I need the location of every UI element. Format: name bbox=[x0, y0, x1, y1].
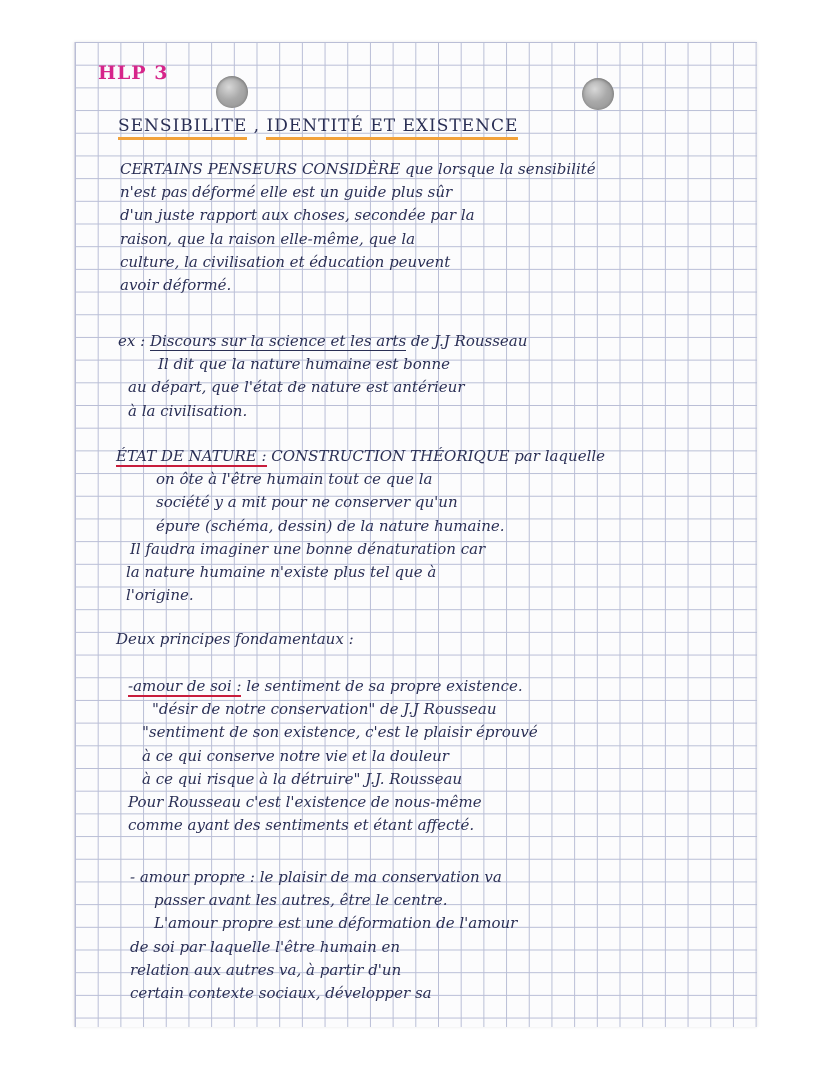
definition-line: Il faudra imaginer une bonne dénaturation car bbox=[130, 539, 486, 558]
principles-heading-block bbox=[116, 628, 354, 651]
punch-hole-right bbox=[582, 78, 614, 110]
intro-line: raison, que la raison elle-même, que la bbox=[120, 229, 416, 248]
intro-line: d'un juste rapport aux choses, secondée par la bbox=[120, 206, 475, 225]
amour-de-soi-paragraph bbox=[128, 675, 538, 837]
definition-line: on ôte à l'être humain tout ce que la bbox=[156, 470, 433, 489]
intro-line: culture, la civilisation et éducation peuvent bbox=[120, 252, 451, 271]
definition-line: la nature humaine n'existe plus tel que à bbox=[126, 562, 437, 581]
subject-label: HLP 3 bbox=[98, 62, 169, 84]
amour-propre-line: certain contexte sociaux, développer sa bbox=[130, 983, 432, 1002]
example-work-title: Discours sur la science et les arts bbox=[149, 332, 407, 350]
amour-de-soi-line: Pour Rousseau c'est l'existence de nous-même bbox=[128, 792, 482, 811]
amour-de-soi-first: le sentiment de sa propre existence. bbox=[241, 677, 523, 695]
amour-propre-heading-line bbox=[130, 866, 517, 889]
intro-paragraph bbox=[120, 158, 596, 297]
punch-hole-left bbox=[216, 76, 248, 108]
intro-line: CERTAINS PENSEURS CONSIDÈRE que lorsque la sensibilité bbox=[120, 160, 596, 178]
example-heading-line bbox=[118, 330, 527, 353]
title-separator: , bbox=[247, 116, 267, 136]
example-prefix: ex : bbox=[118, 332, 146, 350]
principles-heading: Deux principes fondamentaux : bbox=[116, 630, 354, 648]
amour-propre-paragraph bbox=[130, 866, 517, 1005]
title-part-1: SENSIBILITE bbox=[118, 116, 247, 140]
example-paragraph bbox=[118, 330, 527, 423]
amour-propre-line: passer avant les autres, être le centre. bbox=[154, 891, 448, 910]
page-title bbox=[118, 116, 518, 136]
amour-de-soi-line: "désir de notre conservation" de J.J Rousseau bbox=[152, 700, 497, 719]
amour-de-soi-line: "sentiment de son existence, c'est le plaisir éprouvé bbox=[142, 723, 538, 742]
example-line: à la civilisation. bbox=[128, 401, 248, 420]
amour-de-soi-heading-line bbox=[128, 675, 538, 698]
amour-propre-first: le plaisir de ma conservation va bbox=[254, 868, 502, 886]
example-author: de J.J Rousseau bbox=[406, 332, 528, 350]
amour-de-soi-line: à ce qui risque à la détruire" J.J. Rousseau bbox=[142, 769, 463, 788]
definition-line: épure (schéma, dessin) de la nature humaine. bbox=[156, 516, 505, 535]
definition-line: société y a mit pour ne conserver qu'un bbox=[156, 493, 458, 512]
definition-paragraph bbox=[116, 445, 605, 607]
amour-propre-term: - amour propre : bbox=[130, 868, 255, 886]
amour-de-soi-line: comme ayant des sentiments et étant affecté. bbox=[128, 816, 475, 835]
amour-propre-line: de soi par laquelle l'être humain en bbox=[130, 937, 401, 956]
amour-de-soi-term: -amour de soi : bbox=[128, 677, 242, 695]
amour-propre-line: L'amour propre est une déformation de l'amour bbox=[154, 914, 518, 933]
definition-term: ÉTAT DE NATURE : bbox=[116, 447, 267, 465]
definition-line: l'origine. bbox=[126, 586, 194, 605]
intro-line: n'est pas déformé elle est un guide plus sûr bbox=[120, 183, 453, 202]
definition-heading-line bbox=[116, 445, 605, 468]
definition-first: CONSTRUCTION THÉORIQUE par laquelle bbox=[266, 447, 606, 465]
amour-propre-line: relation aux autres va, à partir d'un bbox=[130, 960, 402, 979]
title-part-2: IDENTITÉ ET EXISTENCE bbox=[266, 116, 518, 140]
amour-de-soi-line: à ce qui conserve notre vie et la douleur bbox=[142, 746, 449, 765]
example-line: au départ, que l'état de nature est antérieur bbox=[128, 378, 465, 397]
example-line: Il dit que la nature humaine est bonne bbox=[158, 355, 451, 374]
intro-line: avoir déformé. bbox=[120, 275, 232, 294]
